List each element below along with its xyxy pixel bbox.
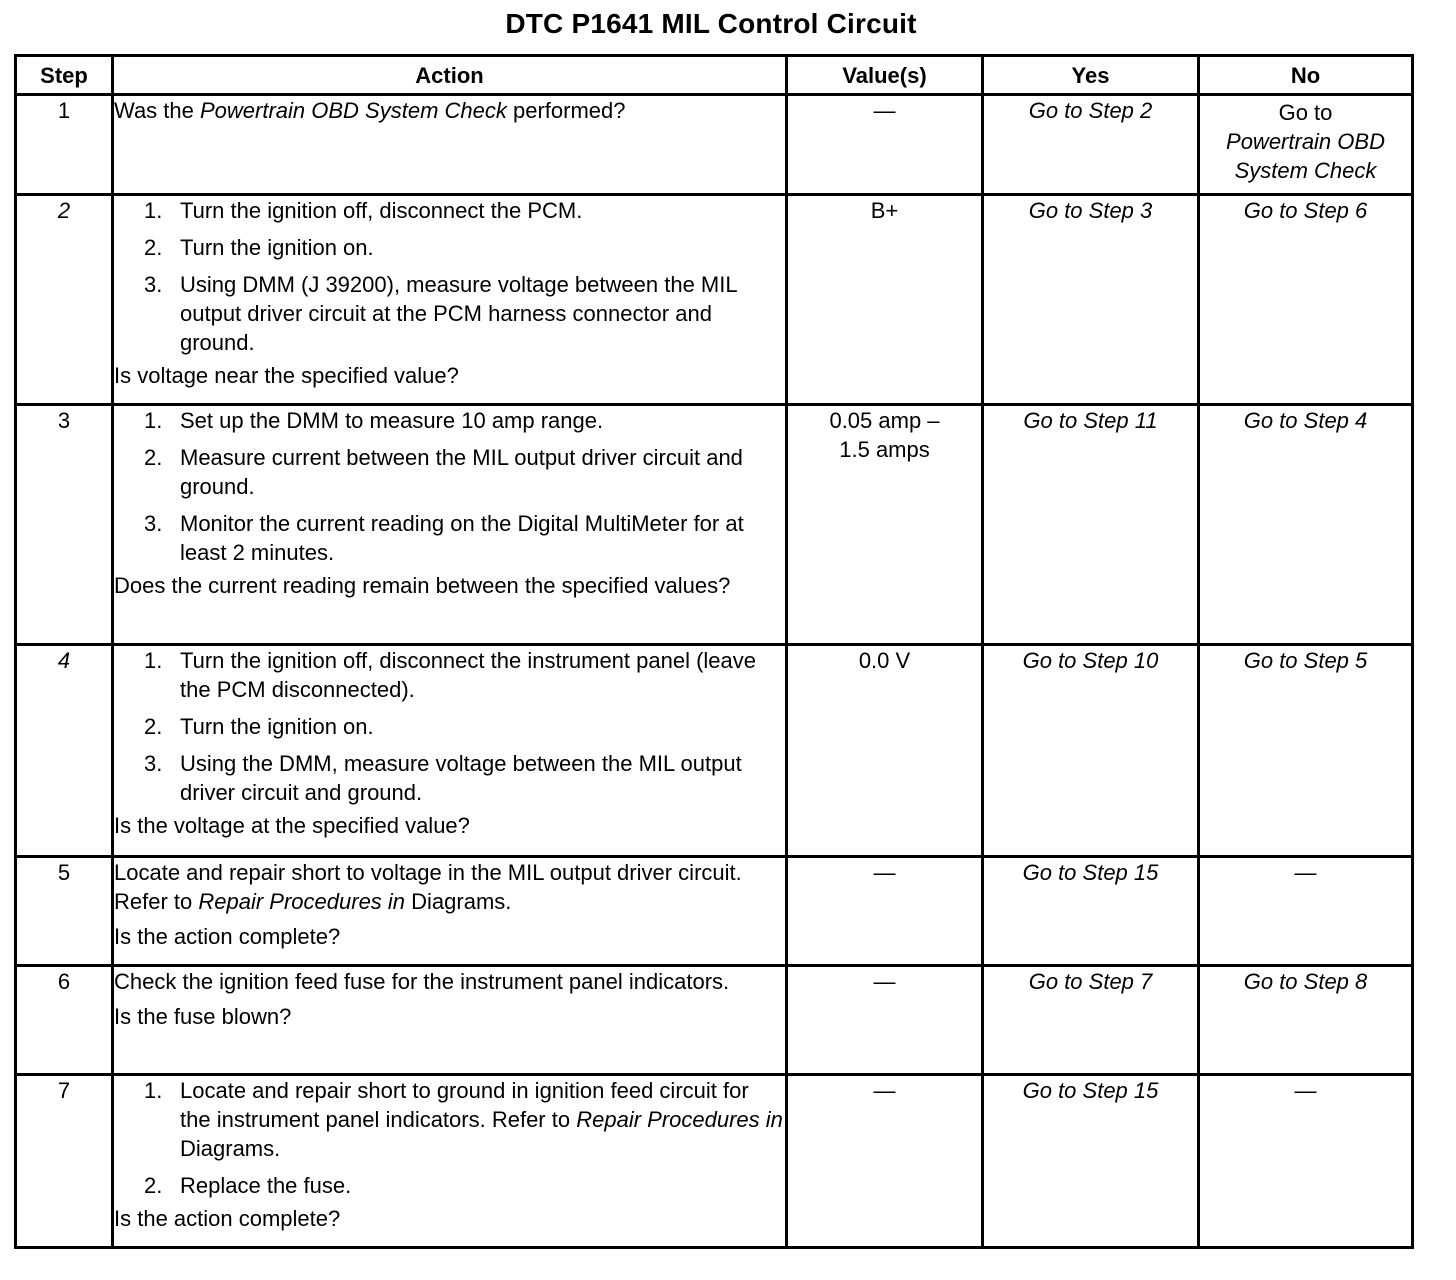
list-item: 1. Turn the ignition off, disconnect the PCM.	[144, 198, 583, 223]
yes-cell: Go to Step 11	[983, 405, 1199, 645]
header-action: Action	[113, 56, 787, 95]
question-text: Is voltage near the specified value?	[114, 363, 459, 388]
action-text: Check the ignition feed fuse for the instrument panel indicators.	[114, 969, 730, 994]
action-text: Locate and repair short to voltage in the MIL output driver circuit. Refer to Repair Procedures in Diagrams.	[114, 860, 742, 914]
no-cell: Go to Step 6	[1199, 195, 1413, 405]
no-cell: Go to Step 5	[1199, 645, 1413, 857]
question-text: Is the action complete?	[114, 924, 341, 949]
action-cell	[113, 195, 787, 405]
question-text: Is the voltage at the specified value?	[114, 813, 470, 838]
step-number: 6	[16, 966, 113, 1075]
action-steps	[114, 1076, 785, 1200]
step-number: 1	[16, 95, 113, 195]
action-cell	[113, 645, 787, 857]
action-cell	[113, 1075, 787, 1248]
no-cell: Go to Step 4	[1199, 405, 1413, 645]
yes-cell: Go to Step 10	[983, 645, 1199, 857]
action-cell	[113, 857, 787, 966]
question-text: Is the action complete?	[114, 1206, 341, 1231]
value-cell: 0.0 V	[787, 645, 983, 857]
no-cell: Go to Step 8	[1199, 966, 1413, 1075]
yes-cell: Go to Step 15	[983, 1075, 1199, 1248]
page-title: DTC P1641 MIL Control Circuit	[505, 8, 917, 39]
yes-cell: Go to Step 2	[983, 95, 1199, 195]
list-item: 2. Measure current between the MIL output driver circuit and ground.	[144, 445, 743, 499]
header-no: No	[1199, 56, 1413, 95]
value-cell: —	[787, 95, 983, 195]
list-item: 1. Set up the DMM to measure 10 amp range.	[144, 408, 604, 433]
table-row	[16, 857, 1413, 966]
list-item: 2. Replace the fuse.	[144, 1173, 352, 1198]
step-number: 4	[16, 645, 113, 857]
yes-cell: Go to Step 7	[983, 966, 1199, 1075]
value-cell: —	[787, 1075, 983, 1248]
no-cell: Go to Powertrain OBD System Check	[1199, 95, 1413, 195]
list-item: 2. Turn the ignition on.	[144, 714, 374, 739]
header-step: Step	[16, 56, 113, 95]
table-row	[16, 195, 1413, 405]
header-yes: Yes	[983, 56, 1199, 95]
step-number: 5	[16, 857, 113, 966]
action-cell	[113, 95, 787, 195]
action-cell	[113, 405, 787, 645]
list-item: 1. Locate and repair short to ground in ignition feed circuit for the instrument panel indicators. Refer to Repair Procedures in Diagrams.	[144, 1078, 783, 1161]
table-row	[16, 1075, 1413, 1248]
list-item: 3. Monitor the current reading on the Digital MultiMeter for at least 2 minutes.	[144, 511, 744, 565]
value-cell: —	[787, 966, 983, 1075]
diagnostic-table	[14, 54, 1414, 1249]
no-cell: —	[1199, 1075, 1413, 1248]
action-text: Was the Powertrain OBD System Check performed?	[114, 98, 626, 123]
value-cell: —	[787, 857, 983, 966]
list-item: 3. Using the DMM, measure voltage between the MIL output driver circuit and ground.	[144, 751, 742, 805]
table-row	[16, 95, 1413, 195]
no-cell: —	[1199, 857, 1413, 966]
step-number: 2	[16, 195, 113, 405]
yes-cell: Go to Step 15	[983, 857, 1199, 966]
action-steps	[114, 406, 785, 567]
question-text: Is the fuse blown?	[114, 1004, 292, 1029]
table-row	[16, 645, 1413, 857]
step-number: 7	[16, 1075, 113, 1248]
header-values: Value(s)	[787, 56, 983, 95]
table-row	[16, 405, 1413, 645]
yes-cell: Go to Step 3	[983, 195, 1199, 405]
value-cell: 0.05 amp – 1.5 amps	[787, 405, 983, 645]
question-text: Does the current reading remain between the specified values?	[114, 573, 731, 598]
action-steps	[114, 646, 785, 807]
list-item: 1. Turn the ignition off, disconnect the instrument panel (leave the PCM disconnected).	[144, 648, 757, 702]
table-row	[16, 966, 1413, 1075]
action-cell	[113, 966, 787, 1075]
list-item: 3. Using DMM (J 39200), measure voltage between the MIL output driver circuit at the PCM harness connector and ground.	[144, 272, 737, 355]
header-row	[16, 56, 1413, 95]
action-steps	[114, 196, 785, 357]
value-cell: B+	[787, 195, 983, 405]
list-item: 2. Turn the ignition on.	[144, 235, 374, 260]
step-number: 3	[16, 405, 113, 645]
